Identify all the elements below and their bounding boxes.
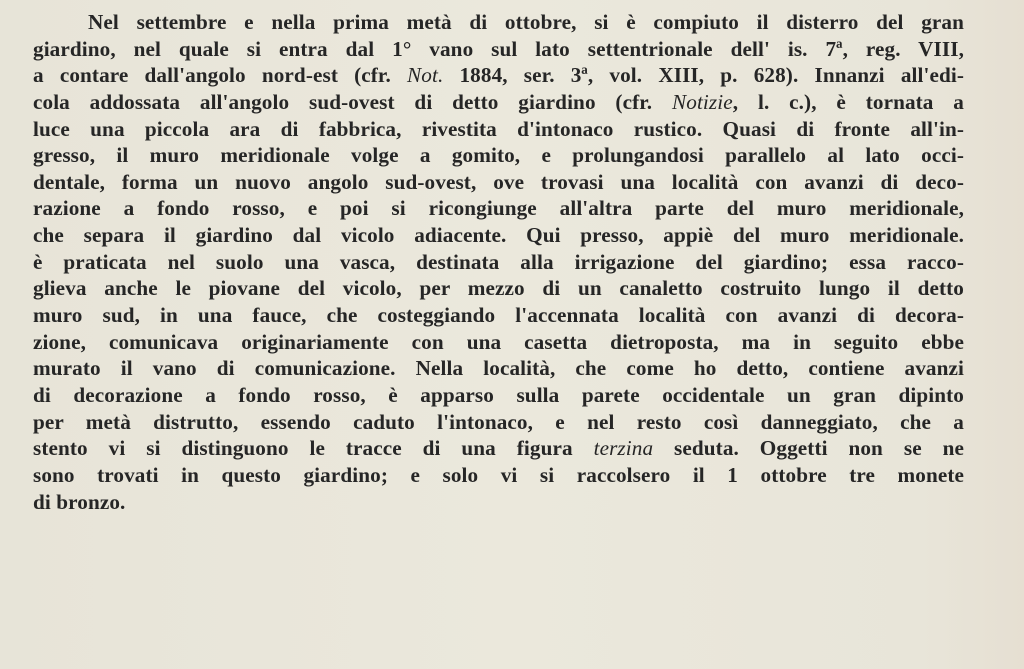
text-line: che separa il giardino dal vicolo adiacente. Qui presso, appiè del muro meridionale. (33, 223, 964, 248)
text-line: luce una piccola ara di fabbrica, rivestita d'intonaco rustico. Quasi di fronte all'in- (33, 116, 964, 141)
italic-term: Notizie (672, 89, 733, 114)
text-line: cola addossata all'angolo sud-ovest di detto giardino (cfr. Notizie, l. c.), è tornata a (33, 89, 964, 114)
italic-term: Not. (407, 63, 444, 88)
text-line: glieva anche le piovane del vicolo, per mezzo di un canaletto costruito lungo il detto (33, 276, 964, 301)
text-line: è praticata nel suolo una vasca, destinata alla irrigazione del giardino; essa racco- (33, 249, 964, 274)
text-line: di bronzo. (33, 489, 126, 514)
text-line: razione a fondo rosso, e poi si ricongiunge all'altra parte del muro meridionale, (33, 196, 964, 221)
text-line: stento vi si distinguono le tracce di una figura terzina seduta. Oggetti non se ne (33, 436, 964, 461)
text-line: sono trovati in questo giardino; e solo vi si raccolsero il 1 ottobre tre monete (33, 462, 964, 487)
text-line: a contare dall'angolo nord-est (cfr. Not. 1884, ser. 3ª, vol. XIII, p. 628). Innanzi all'edi- (33, 63, 964, 88)
text-line: gresso, il muro meridionale volge a gomito, e prolungandosi parallelo al lato occi- (33, 143, 964, 168)
text-line: dentale, forma un nuovo angolo sud-ovest, ove trovasi una località con avanzi di deco- (33, 169, 964, 194)
italic-term: terzina (593, 436, 654, 461)
text-line: Nel settembre e nella prima metà di ottobre, si è compiuto il disterro del gran (88, 10, 964, 34)
text-line: muro sud, in una fauce, che costeggiando l'accennata località con avanzi di decora- (33, 303, 964, 328)
paragraph (33, 9, 964, 515)
text-line: di decorazione a fondo rosso, è apparso sulla parete occidentale un gran dipinto (33, 382, 964, 407)
text-line: per metà distrutto, essendo caduto l'intonaco, e nel resto così danneggiato, che a (33, 409, 964, 434)
text-line: giardino, nel quale si entra dal 1° vano sul lato settentrionale dell' is. 7ª, reg. VIII, (33, 36, 964, 61)
cut-off-next-line (33, 652, 1019, 669)
text-line: zione, comunicava originariamente con una casetta dietroposta, ma in seguito ebbe (33, 329, 964, 354)
text-line: murato il vano di comunicazione. Nella località, che come ho detto, contiene avanzi (33, 356, 964, 381)
